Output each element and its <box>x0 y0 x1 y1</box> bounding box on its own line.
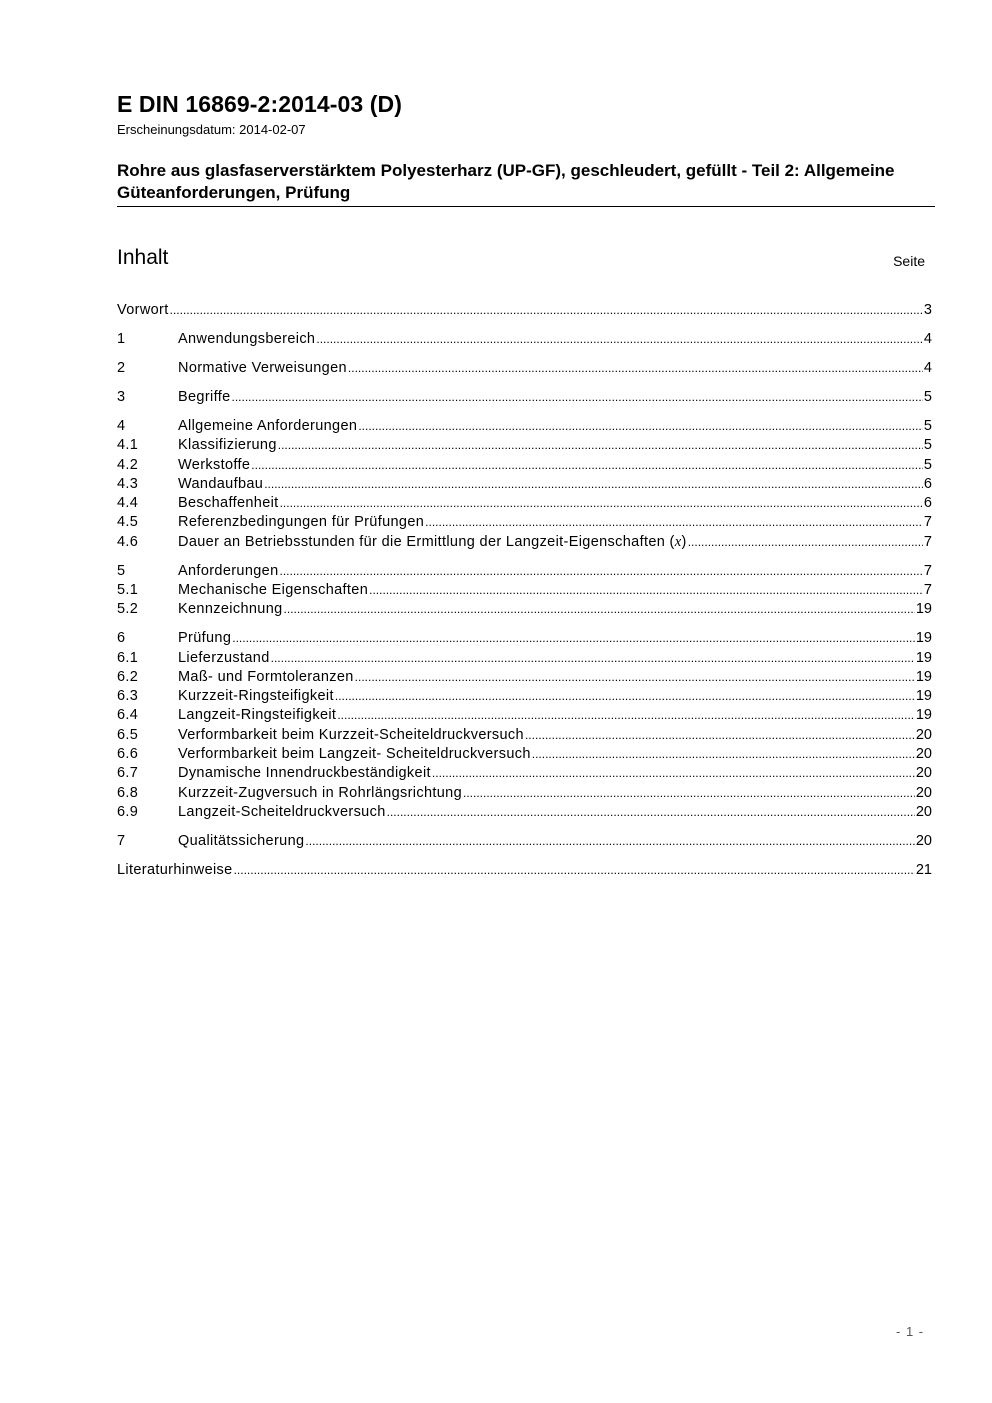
table-of-contents <box>117 301 932 880</box>
toc-entry-page: 6 <box>923 495 932 512</box>
toc-entry-6-5[interactable] <box>117 726 932 745</box>
toc-entry-number: 4 <box>117 417 126 434</box>
toc-dot-leader <box>355 668 915 687</box>
toc-entry-page: 7 <box>923 514 932 531</box>
toc-entry-page: 21 <box>915 861 932 878</box>
document-title: Rohre aus glasfaserverstärktem Polyesterharz (UP-GF), geschleudert, gefüllt - Teil 2: Allgemeine Güteanforderungen, Prüfung <box>117 161 895 202</box>
toc-entry-6-1[interactable] <box>117 649 932 668</box>
toc-entry-page: 7 <box>923 582 932 598</box>
toc-dot-leader <box>316 330 923 349</box>
toc-dot-leader <box>264 475 923 494</box>
toc-entry-number: 6.5 <box>117 726 139 743</box>
toc-entry-page: 20 <box>915 784 932 801</box>
toc-entry-5[interactable] <box>117 562 932 581</box>
document-id: E DIN 16869-2:2014-03 (D) <box>117 91 403 117</box>
toc-entry-number: 6.7 <box>117 765 139 782</box>
toc-entry-title: Prüfung <box>178 630 232 647</box>
toc-heading: Inhalt <box>117 246 169 269</box>
toc-entry-6-2[interactable] <box>117 668 932 687</box>
toc-entry-5-1[interactable] <box>117 581 932 600</box>
toc-dot-leader <box>232 388 923 407</box>
toc-dot-leader <box>335 687 915 706</box>
toc-dot-leader <box>232 629 915 648</box>
toc-entry-4-4[interactable] <box>117 494 932 513</box>
toc-dot-leader <box>278 436 923 455</box>
toc-entry-number: 4.6 <box>117 533 139 550</box>
toc-entry-title: Allgemeine Anforderungen <box>178 417 358 434</box>
toc-entry-page: 4 <box>923 330 932 347</box>
toc-entry-title: Dynamische Innendruckbeständigkeit <box>178 765 431 782</box>
toc-entry-title: Mechanische Eigenschaften <box>178 582 369 598</box>
toc-entry-page: 19 <box>915 630 932 647</box>
toc-entry-title: Anforderungen <box>178 562 279 579</box>
toc-dot-leader <box>234 861 915 880</box>
toc-entry-title: Wandaufbau <box>178 475 264 492</box>
toc-entry-page: 3 <box>923 302 932 318</box>
toc-dot-leader <box>348 359 923 378</box>
toc-entry-6-8[interactable] <box>117 784 932 803</box>
toc-entry-title: Kurzzeit-Ringsteifigkeit <box>178 688 334 705</box>
toc-entry-number: 4.3 <box>117 475 139 492</box>
toc-page-column-label: Seite <box>893 253 925 269</box>
toc-entry-page: 20 <box>915 803 932 820</box>
toc-entry-page: 5 <box>923 437 932 454</box>
toc-entry-title: Kennzeichnung <box>178 601 283 618</box>
toc-entry-4-2[interactable] <box>117 456 932 475</box>
toc-dot-leader <box>284 600 915 619</box>
toc-entry-page: 4 <box>923 359 932 376</box>
toc-entry-number: 6.2 <box>117 668 139 685</box>
toc-entry-6-4[interactable] <box>117 706 932 725</box>
toc-entry-4-3[interactable] <box>117 475 932 494</box>
toc-entry-title: Anwendungsbereich <box>178 330 316 347</box>
toc-entry-4-5[interactable] <box>117 513 932 532</box>
toc-entry-6-7[interactable] <box>117 764 932 783</box>
toc-entry-number: 4.4 <box>117 495 139 512</box>
toc-dot-leader <box>387 803 915 822</box>
toc-entry-number: 5 <box>117 562 126 579</box>
toc-dot-leader <box>280 562 923 581</box>
toc-dot-leader <box>688 533 923 552</box>
toc-entry-number: 6 <box>117 630 126 647</box>
toc-entry-page: 20 <box>915 765 932 782</box>
toc-dot-leader <box>280 494 923 513</box>
toc-entry-title: Kurzzeit-Zugversuch in Rohrlängsrichtung <box>178 784 462 801</box>
toc-entry-title: Langzeit-Scheiteldruckversuch <box>178 803 386 820</box>
toc-dot-leader <box>463 784 915 803</box>
toc-entry-title: Referenzbedingungen für Prüfungen <box>178 514 425 531</box>
toc-entry-6[interactable] <box>117 629 932 648</box>
toc-entry-6-6[interactable] <box>117 745 932 764</box>
toc-entry-page: 19 <box>915 707 932 724</box>
toc-entry-title-text: Dauer an Betriebsstunden für die Ermittlung der Langzeit-Eigenschaften ( <box>178 533 675 550</box>
toc-entry-title: Lieferzustand <box>178 649 270 666</box>
toc-entry-4-1[interactable] <box>117 436 932 455</box>
toc-entry-page: 20 <box>915 746 932 763</box>
toc-entry-page: 7 <box>923 533 932 550</box>
toc-entry-3[interactable] <box>117 388 932 407</box>
toc-entry-title: Maß- und Formtoleranzen <box>178 668 354 685</box>
toc-dot-leader <box>525 726 915 745</box>
publication-date: Erscheinungsdatum: 2014-02-07 <box>117 122 306 137</box>
title-divider <box>117 206 935 207</box>
toc-entry-number: 6.3 <box>117 688 139 705</box>
toc-entry-title: Normative Verweisungen <box>178 359 347 376</box>
toc-entry-number: 6.6 <box>117 746 139 763</box>
toc-entry-5-2[interactable] <box>117 600 932 619</box>
page-number: - 1 - <box>896 1324 925 1339</box>
toc-entry-page: 20 <box>915 832 932 849</box>
toc-dot-leader <box>337 706 915 725</box>
toc-entry-page: 5 <box>923 417 932 434</box>
toc-entry-number: 6.8 <box>117 784 139 801</box>
toc-entry-4-6[interactable] <box>117 533 932 552</box>
toc-entry-title: Langzeit-Ringsteifigkeit <box>178 707 337 724</box>
toc-entry-4[interactable] <box>117 417 932 436</box>
toc-entry-title <box>178 533 687 552</box>
toc-entry-title: Literaturhinweise <box>117 861 233 878</box>
toc-entry-title: Werkstoffe <box>178 456 251 473</box>
toc-entry-number: 7 <box>117 832 126 849</box>
toc-entry-title: Begriffe <box>178 388 231 405</box>
toc-entry-page: 19 <box>915 601 932 618</box>
toc-entry-number: 4.5 <box>117 514 139 531</box>
toc-dot-leader <box>170 301 923 320</box>
toc-entry-title: Verformbarkeit beim Langzeit- Scheiteldruckversuch <box>178 746 531 763</box>
toc-entry-6-3[interactable] <box>117 687 932 706</box>
toc-entry-page: 7 <box>923 562 932 579</box>
toc-entry-number: 2 <box>117 359 126 376</box>
toc-entry-page: 20 <box>915 726 932 743</box>
toc-entry-page: 19 <box>915 649 932 666</box>
toc-entry-number: 6.4 <box>117 707 139 724</box>
toc-entry-title: Vorwort <box>117 302 169 318</box>
toc-entry-title: Qualitätssicherung <box>178 832 305 849</box>
toc-entry-title-end: ) <box>681 533 687 550</box>
toc-entry-number: 5.1 <box>117 582 139 598</box>
toc-entry-page: 5 <box>923 456 932 473</box>
toc-entry-2[interactable] <box>117 359 932 378</box>
toc-entry-title: Beschaffenheit <box>178 495 279 512</box>
toc-dot-leader <box>271 649 915 668</box>
toc-entry-6-9[interactable] <box>117 803 932 822</box>
toc-entry-page: 19 <box>915 688 932 705</box>
toc-entry-number: 4.2 <box>117 456 139 473</box>
toc-dot-leader <box>305 832 914 851</box>
toc-entry-1[interactable] <box>117 330 932 349</box>
toc-entry-number: 1 <box>117 330 126 347</box>
toc-entry-number: 5.2 <box>117 601 139 618</box>
toc-dot-leader <box>369 581 923 600</box>
toc-entry-page: 6 <box>923 475 932 492</box>
toc-entry-title: Klassifizierung <box>178 437 277 454</box>
toc-dot-leader <box>432 764 915 783</box>
toc-entry-number: 6.1 <box>117 649 139 666</box>
toc-entry-number: 4.1 <box>117 437 139 454</box>
toc-dot-leader <box>425 513 923 532</box>
toc-dot-leader <box>532 745 915 764</box>
toc-entry-page: 5 <box>923 388 932 405</box>
toc-entry-title: Verformbarkeit beim Kurzzeit-Scheiteldruckversuch <box>178 726 524 743</box>
toc-entry-title-variable: x <box>674 533 682 550</box>
toc-dot-leader <box>251 456 923 475</box>
toc-dot-leader <box>358 417 923 436</box>
toc-entry-vorwort[interactable] <box>117 301 932 320</box>
toc-entry-number: 3 <box>117 388 126 405</box>
toc-entry-7[interactable] <box>117 832 932 851</box>
toc-entry-page: 19 <box>915 668 932 685</box>
toc-entry-number: 6.9 <box>117 803 139 820</box>
toc-entry-literaturhinweise[interactable] <box>117 861 932 880</box>
